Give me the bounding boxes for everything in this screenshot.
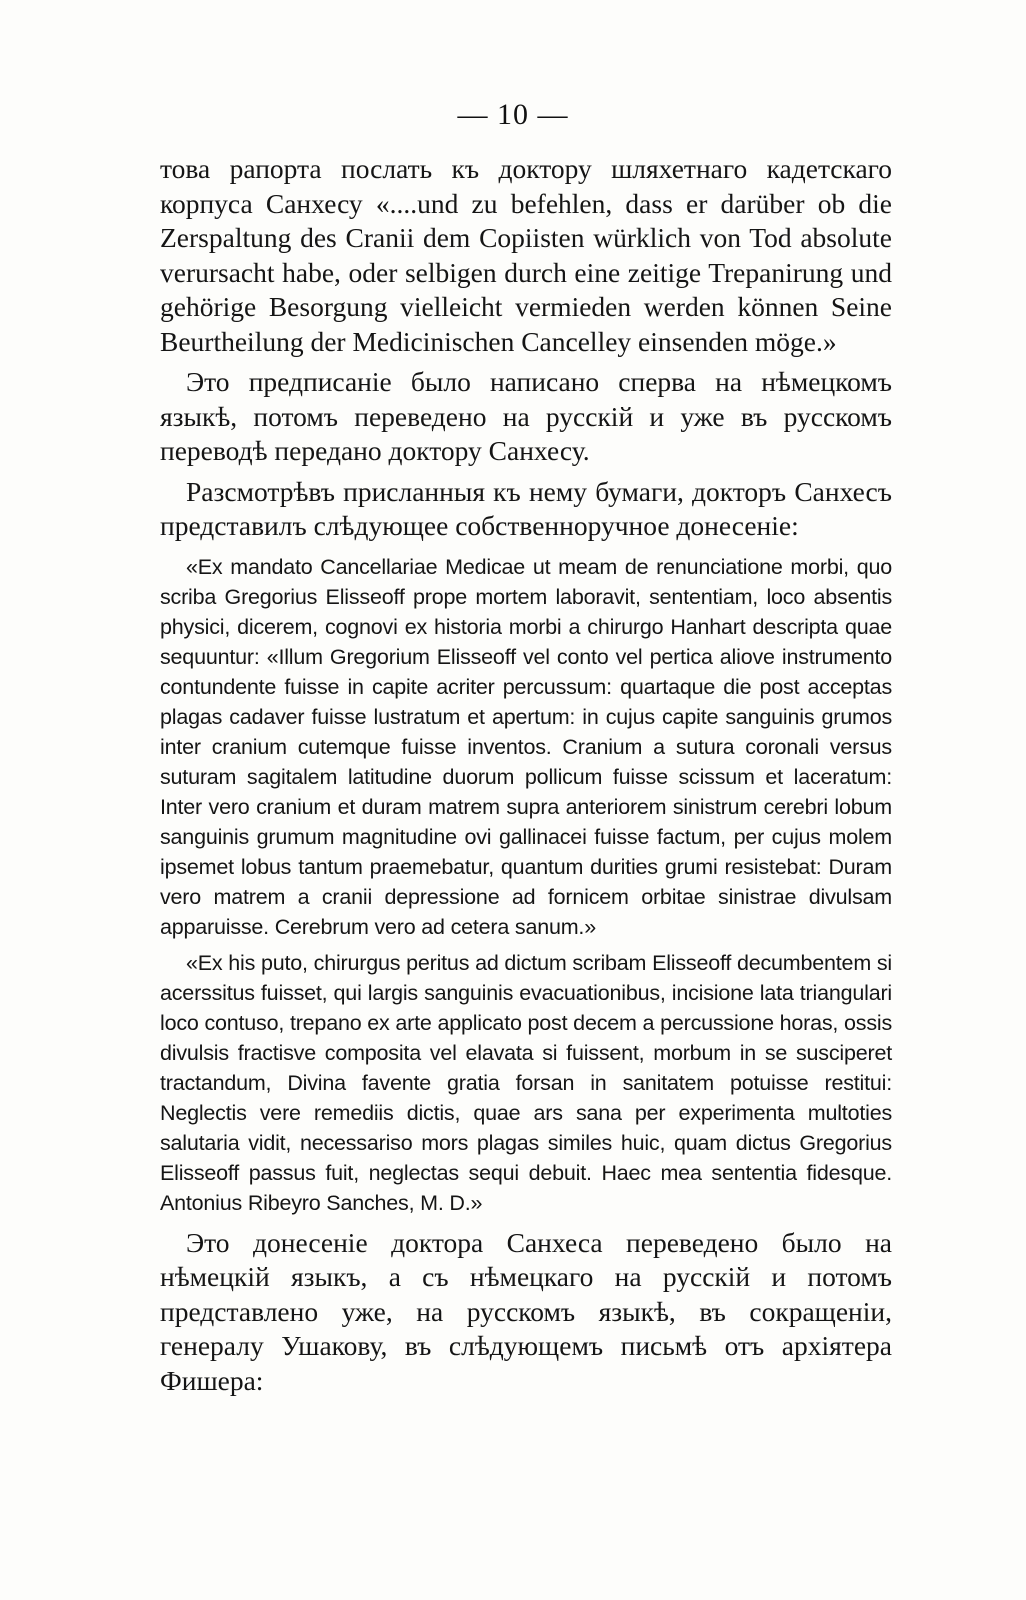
paragraph-translation-note: Это донесеніе доктора Санхеса переведено было на нѣмецкій языкъ, а съ нѣмецкаго на русскій и потомъ представлено уже, на русскомъ языкѣ, въ сокращеніи, генералу Ушакову, въ слѣдующемъ письмѣ отъ архіятера Фишера: bbox=[160, 1226, 892, 1396]
page-number: — 10 — bbox=[457, 98, 569, 131]
paragraph-prescription-note: Это предписаніе было написано сперва на нѣмецкомъ языкѣ, потомъ переведено на русскій и уже въ русскомъ переводѣ передано доктору Санхесу. bbox=[160, 366, 892, 466]
paragraph-sanches-report-intro: Разсмотрѣвъ присланныя къ нему бумаги, докторъ Санхесъ представилъ слѣдующее собственноручное донесеніе: bbox=[160, 475, 892, 541]
paragraph-report-continuation: това рапорта послать къ доктору шляхетнаго кадетскаго корпуса Санхесу «....und zu befehlen, dass er darüber ob die Zerspaltung des Cranii dem Copiisten würklich von Tod absolute verursacht habe, oder selbigen durch eine zeitige Trepanirung und gehörige Besorgung vielleicht vermieden werden können Seine Beurtheilung der Medicinischen Cancelley einsenden möge.» bbox=[160, 153, 892, 357]
page-body bbox=[160, 152, 892, 1398]
paragraph-latin-report-part-2: «Ex his puto, chirurgus peritus ad dictum scribam Elisseoff decumbentem si acerssitus fuisset, qui largis sanguinis evacuationibus, incisione lata triangulari loco contuso, trepano ex arte applicato post decem a percussione horas, ossis divulsis fractisve composita vel elavata si fuissent, morbum in se susciperet tractandum, Divina favente gratia forsan in sanitatem potuisse restitui: Neglectis vere remediis dictis, quae ars sana per experimenta multoties salutaria vidit, necessariso mors plagas similes huic, quam dictus Gregorius Elisseoff passus fuit, neglectas sequi debuit. Haec mea sententia fidesque. Antonius Ribeyro Sanches, M. D.» bbox=[160, 950, 892, 1215]
paragraph-latin-report-part-1: «Ex mandato Cancellariae Medicae ut meam de renunciatione morbi, quo scriba Gregorius Elisseoff prope mortem laboravit, sententiam, loco absentis physici, dicerem, cognovi ex historia morbi a chirurgo Hanhart descripta quae sequuntur: «Illum Gregorium Elisseoff vel conto vel pertica aliove instrumento contundente fuisse in capite acriter percussum: quartaque die post acceptas plagas cadaver fuisse lustratum et apertum: in cujus capite sanguinis grumos inter cranium cutemque fuisse inventos. Cranium a sutura coronali versus suturam sagitalem latitudine duorum pollicum fuisse scissum et laceratum: Inter vero cranium et duram matrem supra anteriorem sinistrum cerebri lobum sanguinis grumum magnitudine ovi gallinacei fuisse factum, per cujus molem ipsemet lobus tantum praemebatur, quantum durities grumi resistebat: Duram vero matrem a cranii depressione ad fornicem orbitae sinistrae divulsam apparuisse. Cerebrum vero ad cetera sanum.» bbox=[160, 554, 892, 939]
